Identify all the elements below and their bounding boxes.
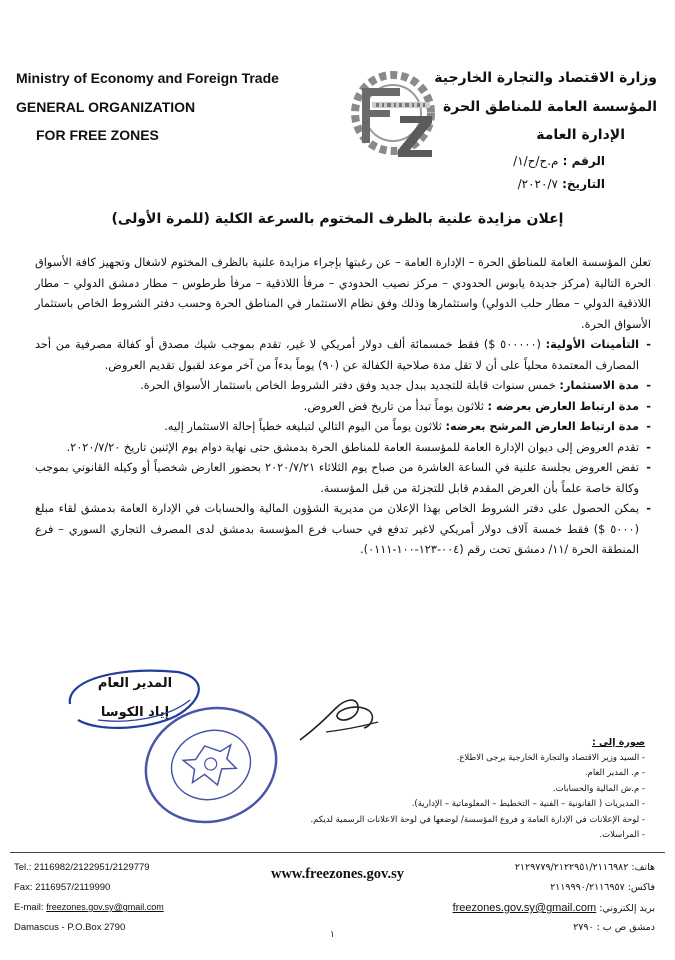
- cc-line: - م.ش المالية والحسابات.: [552, 783, 645, 794]
- gear-fz-logo-icon: [340, 58, 446, 168]
- footer-ar-email-label: بريد إلكتروني:: [596, 903, 655, 914]
- announcement-body: [35, 253, 651, 561]
- header-ar-organization: المؤسسة العامة للمناطق الحرة: [443, 99, 657, 115]
- footer-divider: [10, 852, 665, 853]
- header-en-free-zones: FOR FREE ZONES: [36, 127, 159, 143]
- list-item: [35, 417, 651, 438]
- footer-ar-tel: هاتف: ٢١٢٩٧٧٩/٢١٢٢٩٥١/٢١١٦٩٨٢: [514, 862, 655, 873]
- footer-fax: Fax: 2116957/2119990: [14, 882, 111, 893]
- intro-paragraph: تعلن المؤسسة العامة للمناطق الحرة – الإدارة العامة – عن رغبتها بإجراء مزايدة علنية بالظرف المختوم لاشغال وتجهيز كافة الأسواق الحرة التالية (مركز جديدة يابوس الحدودي – مركز نصيب الحدودي – مرفأ اللاذقية – مرفأ طرطوس – مطار دمشق الدولي – مطار اللاذقية الدولي – مطار حلب الدولي) واستثمارها وذلك وفق نظام الاستثمار في المناطق الحرة وحسب دفتر الشروط الخاص باستثمار الأسواق الحرة.: [35, 256, 651, 331]
- announcement-title: إعلان مزايدة علنية بالظرف المختوم بالسرعة الكلية (للمرة الأولى): [111, 211, 564, 227]
- footer-ar-email-link[interactable]: freezones.gov.sy@gmail.com: [452, 902, 597, 914]
- stamp-seal-icon: [136, 700, 286, 830]
- item-text: ثلاثون يوماً تبدأ من تاريخ فض العروض.: [303, 399, 488, 413]
- footer-ar-fax: فاكس: ٢١١٩٩٩٠/٢١١٦٩٥٧: [550, 882, 655, 893]
- footer-tel: Tel.: 2116982/2122951/2129779: [14, 862, 150, 873]
- cc-title: صورة إلى :: [591, 737, 645, 748]
- footer-email-link[interactable]: freezones.gov.sy@gmail.com: [46, 902, 164, 912]
- item-text: تقدم العروض إلى ديوان الإدارة العامة للمؤسسة العامة للمناطق الحرة بدمشق حتى نهاية دوام يوم الإثنين تاريخ ٢٠٢٠/٧/٢٠.: [66, 440, 639, 454]
- official-stamp: [136, 700, 286, 830]
- signatory-name: إياد الكوسا: [100, 705, 170, 720]
- reference-number: [513, 154, 605, 168]
- list-item: [35, 376, 651, 397]
- cc-line: - المراسلات.: [599, 830, 645, 840]
- item-label: التأمينات الأولية:: [545, 338, 639, 351]
- footer-email: [14, 902, 164, 913]
- page-number: ١: [330, 930, 335, 940]
- list-item: [35, 335, 651, 376]
- gofz-logo: [340, 58, 446, 168]
- date-value: ٢٠٢٠/٧/: [517, 177, 558, 191]
- item-text: خمس سنوات قابلة للتجديد ببدل جديد وفق دفتر الشروط الخاص باستثمار الأسواق الحرة.: [140, 379, 560, 392]
- reference-label: الرقم :: [562, 154, 605, 168]
- cc-line: - م. المدير العام.: [584, 768, 645, 778]
- footer-ar-email: [453, 902, 655, 914]
- signatory-title: المدير العام: [97, 676, 173, 691]
- footer-address: Damascus - P.O.Box 2790: [14, 922, 126, 933]
- header-en-ministry: Ministry of Economy and Foreign Trade: [16, 70, 279, 86]
- footer-website-link[interactable]: www.freezones.gov.sy: [270, 866, 405, 882]
- reference-value: م.ح/ح/١/: [513, 154, 559, 168]
- item-text: ثلاثون يوماً من اليوم التالي لتبليغه خطياً إحالة الاستثمار إليه.: [164, 420, 446, 433]
- list-item: [35, 438, 651, 459]
- list-item: [35, 499, 651, 561]
- item-text: (٥٠٠٠٠٠ $) فقط خمسمائة ألف دولار أمريكي لا غير، تقدم بموجب شيك مصدق أو كفالة مصرفية من أحد المصارف المعتمدة محلياً على أن لا تقل مدة صلاحية الكفالة عن (٩٠) يوماً بدءاً من آخر موعد لقبول تقديم العروض.: [35, 338, 639, 372]
- header-en-organization: GENERAL ORGANIZATION: [16, 99, 196, 115]
- header-ar-ministry: وزارة الاقتصاد والتجارة الخارجية: [434, 70, 657, 86]
- cc-line: - المديريات ( القانونية – الفنية – التخطيط – المعلوماتية – الإدارية).: [411, 799, 645, 809]
- item-text: تفض العروض بجلسة علنية في الساعة العاشرة من صباح يوم الثلاثاء ٢٠٢٠/٧/٢١ بحضور العارض شخصياً أو وكيله القانوني بموجب وكالة خاصة علماً بأن العرض المقدم قابل للتجزئة من قبل المؤسسة.: [35, 461, 639, 495]
- header-ar-general-admin: الإدارة العامة: [536, 127, 625, 143]
- item-label: مدة الاستثمار:: [559, 379, 639, 392]
- list-item: [35, 458, 651, 499]
- item-label: مدة ارتباط العارض المرشح بعرضه:: [445, 420, 639, 433]
- cc-line: - السيد وزير الاقتصاد والتجارة الخارجية يرجى الاطلاع.: [456, 752, 645, 763]
- date-label: التاريخ:: [562, 177, 605, 191]
- item-label: مدة ارتباط العارض بعرضه :: [487, 399, 639, 413]
- list-item: [35, 397, 651, 418]
- footer-email-label: E-mail:: [14, 902, 47, 913]
- cc-line: - لوحة الإعلانات في الإدارة العامة و فروع المؤسسة/ لوضعها في لوحة الاعلانات الرسمية لديكم.: [310, 814, 645, 825]
- footer-ar-address: دمشق ص ب : ٢٧٩٠: [573, 922, 655, 933]
- item-text: يمكن الحصول على دفتر الشروط الخاص بهذا الإعلان من مديرية الشؤون المالية والحسابات في الإدارة العامة بدمشق لقاء مبلغ (٥٠٠٠ $) فقط خمسة آلاف دولار أمريكي لاغير تدفع في حساب فرع المؤسسة بدمشق لدى المصرف التجاري السوري – فرع المنطقة الحرة /١١/ دمشق تحت رقم (٠٠٤-١٢٣-١٠٠-٠١١١).: [35, 502, 639, 556]
- copies-to-block: [310, 735, 645, 844]
- document-date: [518, 177, 605, 191]
- terms-list: [35, 335, 651, 561]
